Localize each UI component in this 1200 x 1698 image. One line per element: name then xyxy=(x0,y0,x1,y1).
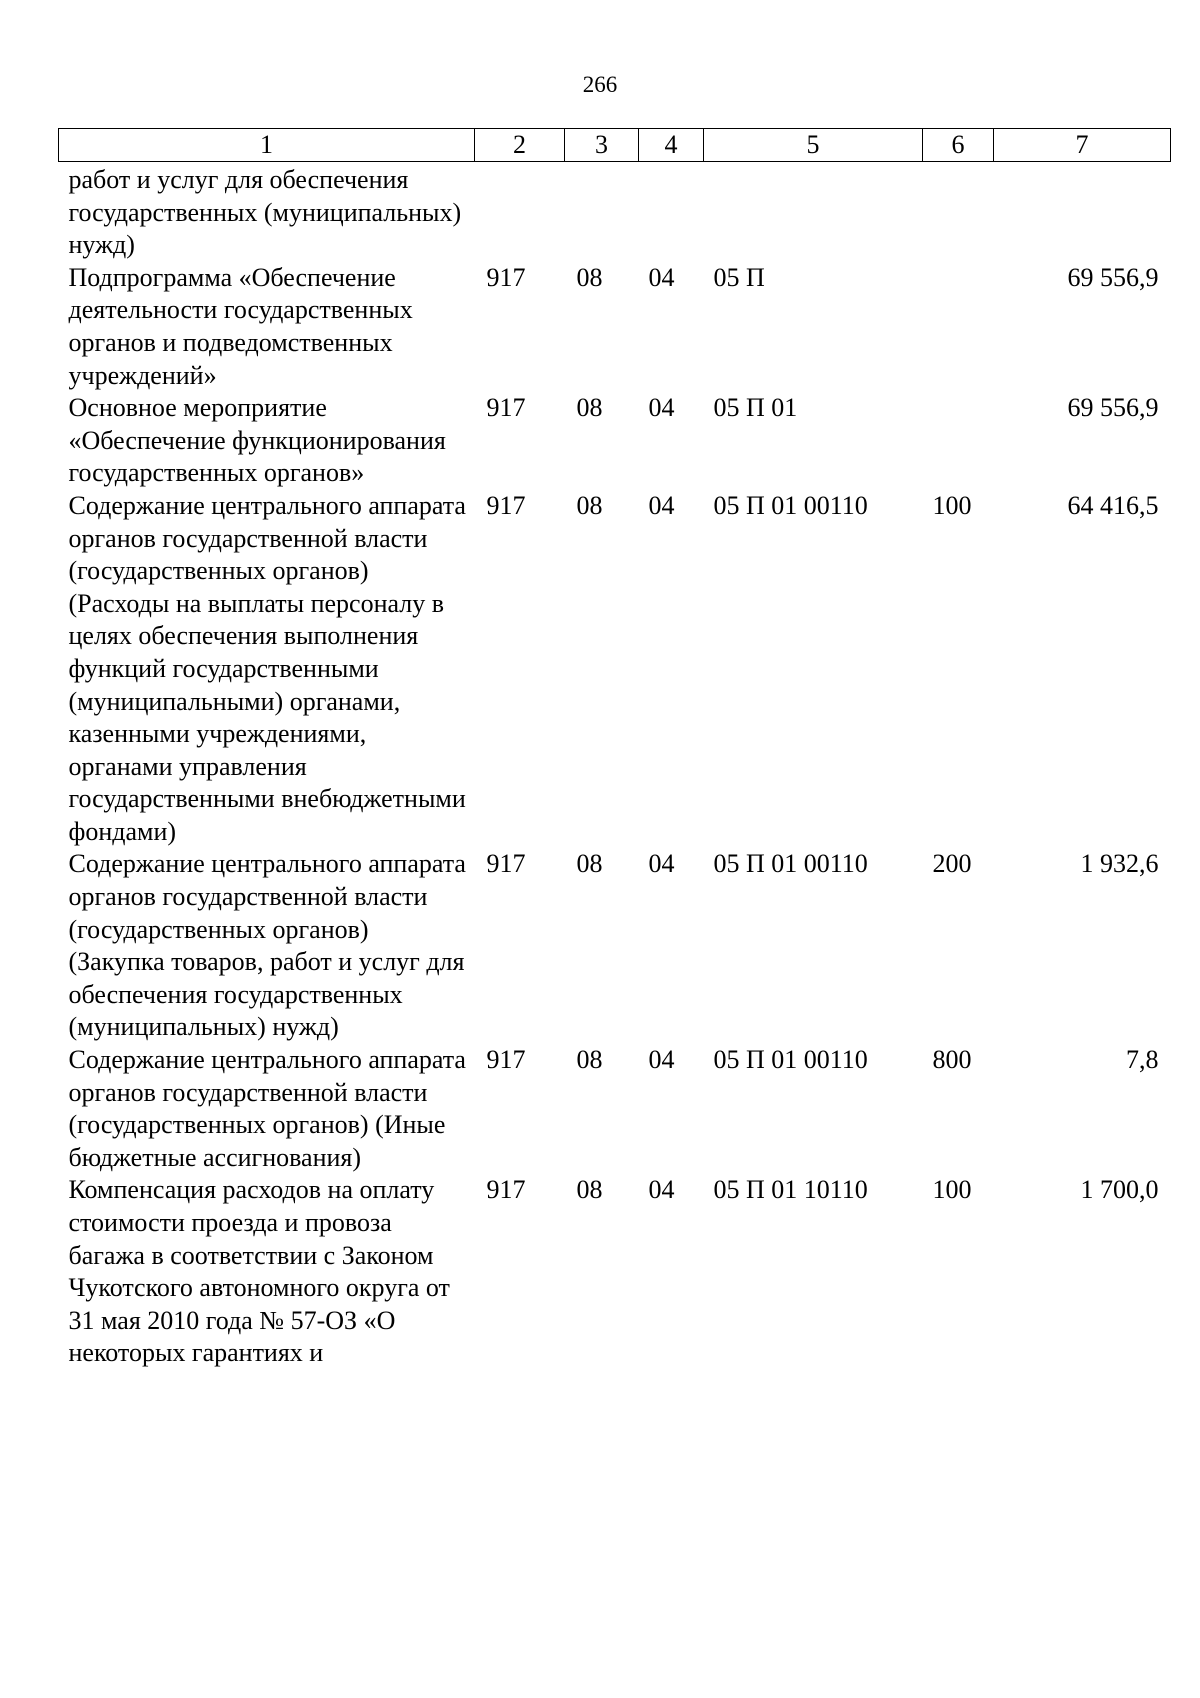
row-name: Подпрограмма «Обеспечение деятельности государственных органов и подведомственных учреждений» xyxy=(68,262,413,390)
row-col-6: 100 xyxy=(932,490,972,520)
table-header xyxy=(59,129,1171,162)
row-col-4: 04 xyxy=(648,1045,675,1075)
row-col-3: 08 xyxy=(576,1175,603,1205)
row-col-2: 917 xyxy=(486,490,526,520)
table-body xyxy=(59,162,1171,1370)
header-col-2: 2 xyxy=(475,129,565,162)
row-col-4: 04 xyxy=(648,1175,675,1205)
row-col-5: 05 П 01 00110 xyxy=(713,1045,868,1075)
row-name: Основное мероприятие «Обеспечение функционирования государственных органов» xyxy=(68,393,446,488)
table-row xyxy=(59,1044,1171,1174)
row-col-2: 917 xyxy=(486,393,526,423)
row-name: Содержание центрального аппарата органов государственной власти (государственных органов) (Расходы на выплаты персоналу в целях обеспечения выполнения функций государственными (муниципальными) органами, казенными учреждениями, органами управления государственными внебюджетными фондами) xyxy=(68,490,466,846)
row-col-6 xyxy=(923,392,994,490)
row-col-5: 05 П 01 00110 xyxy=(713,490,868,520)
row-col-4: 04 xyxy=(648,490,675,520)
table-row xyxy=(59,848,1171,1044)
row-name: Содержание центрального аппарата органов государственной власти (государственных органов) (Закупка товаров, работ и услуг для обеспечения государственных (муниципальных) нужд) xyxy=(68,849,466,1042)
row-amount: 1 700,0 xyxy=(1080,1175,1159,1205)
row-col-2: 917 xyxy=(486,849,526,879)
header-col-5: 5 xyxy=(704,129,923,162)
header-col-1: 1 xyxy=(59,129,475,162)
table-row xyxy=(59,1174,1171,1370)
row-amount: 69 556,9 xyxy=(1067,262,1159,292)
row-amount xyxy=(994,162,1171,262)
row-col-2 xyxy=(475,162,565,262)
row-amount: 1 932,6 xyxy=(1080,849,1159,879)
row-col-5: 05 П xyxy=(713,262,765,292)
header-col-3: 3 xyxy=(565,129,639,162)
row-col-6 xyxy=(923,262,994,392)
row-col-3: 08 xyxy=(576,490,603,520)
table-row xyxy=(59,392,1171,490)
row-name: Содержание центрального аппарата органов государственной власти (государственных органов) (Иные бюджетные ассигнования) xyxy=(68,1045,466,1172)
table-row xyxy=(59,162,1171,262)
row-col-3: 08 xyxy=(576,849,603,879)
row-col-6: 200 xyxy=(932,849,972,879)
row-col-3: 08 xyxy=(576,1045,603,1075)
row-col-4 xyxy=(639,162,704,262)
row-col-5: 05 П 01 10110 xyxy=(713,1175,868,1205)
row-col-4: 04 xyxy=(648,849,675,879)
header-col-4: 4 xyxy=(639,129,704,162)
row-col-6: 800 xyxy=(932,1045,972,1075)
row-col-5: 05 П 01 xyxy=(713,393,798,423)
row-amount: 7,8 xyxy=(1126,1045,1159,1075)
row-col-6: 100 xyxy=(932,1175,972,1205)
page-number: 266 xyxy=(582,72,618,97)
header-row xyxy=(59,129,1171,162)
row-col-3: 08 xyxy=(576,262,603,292)
budget-table xyxy=(58,128,1171,1370)
table-row xyxy=(59,490,1171,849)
header-col-7: 7 xyxy=(994,129,1171,162)
row-amount: 69 556,9 xyxy=(1067,393,1159,423)
row-col-2: 917 xyxy=(486,1175,526,1205)
row-col-4: 04 xyxy=(648,393,675,423)
row-col-2: 917 xyxy=(486,262,526,292)
row-name: Компенсация расходов на оплату стоимости проезда и провоза багажа в соответствии с Законом Чукотского автономного округа от 31 мая 2010 года № 57-ОЗ «О некоторых гарантиях и xyxy=(68,1175,450,1368)
row-col-3 xyxy=(565,162,639,262)
table-row xyxy=(59,262,1171,392)
row-amount: 64 416,5 xyxy=(1067,490,1159,520)
row-col-2: 917 xyxy=(486,1045,526,1075)
row-col-5: 05 П 01 00110 xyxy=(713,849,868,879)
row-col-3: 08 xyxy=(576,393,603,423)
row-col-6 xyxy=(923,162,994,262)
row-col-5 xyxy=(704,162,923,262)
row-name: работ и услуг для обеспечения государственных (муниципальных) нужд) xyxy=(68,165,462,260)
header-col-6: 6 xyxy=(923,129,994,162)
row-col-4: 04 xyxy=(648,262,675,292)
